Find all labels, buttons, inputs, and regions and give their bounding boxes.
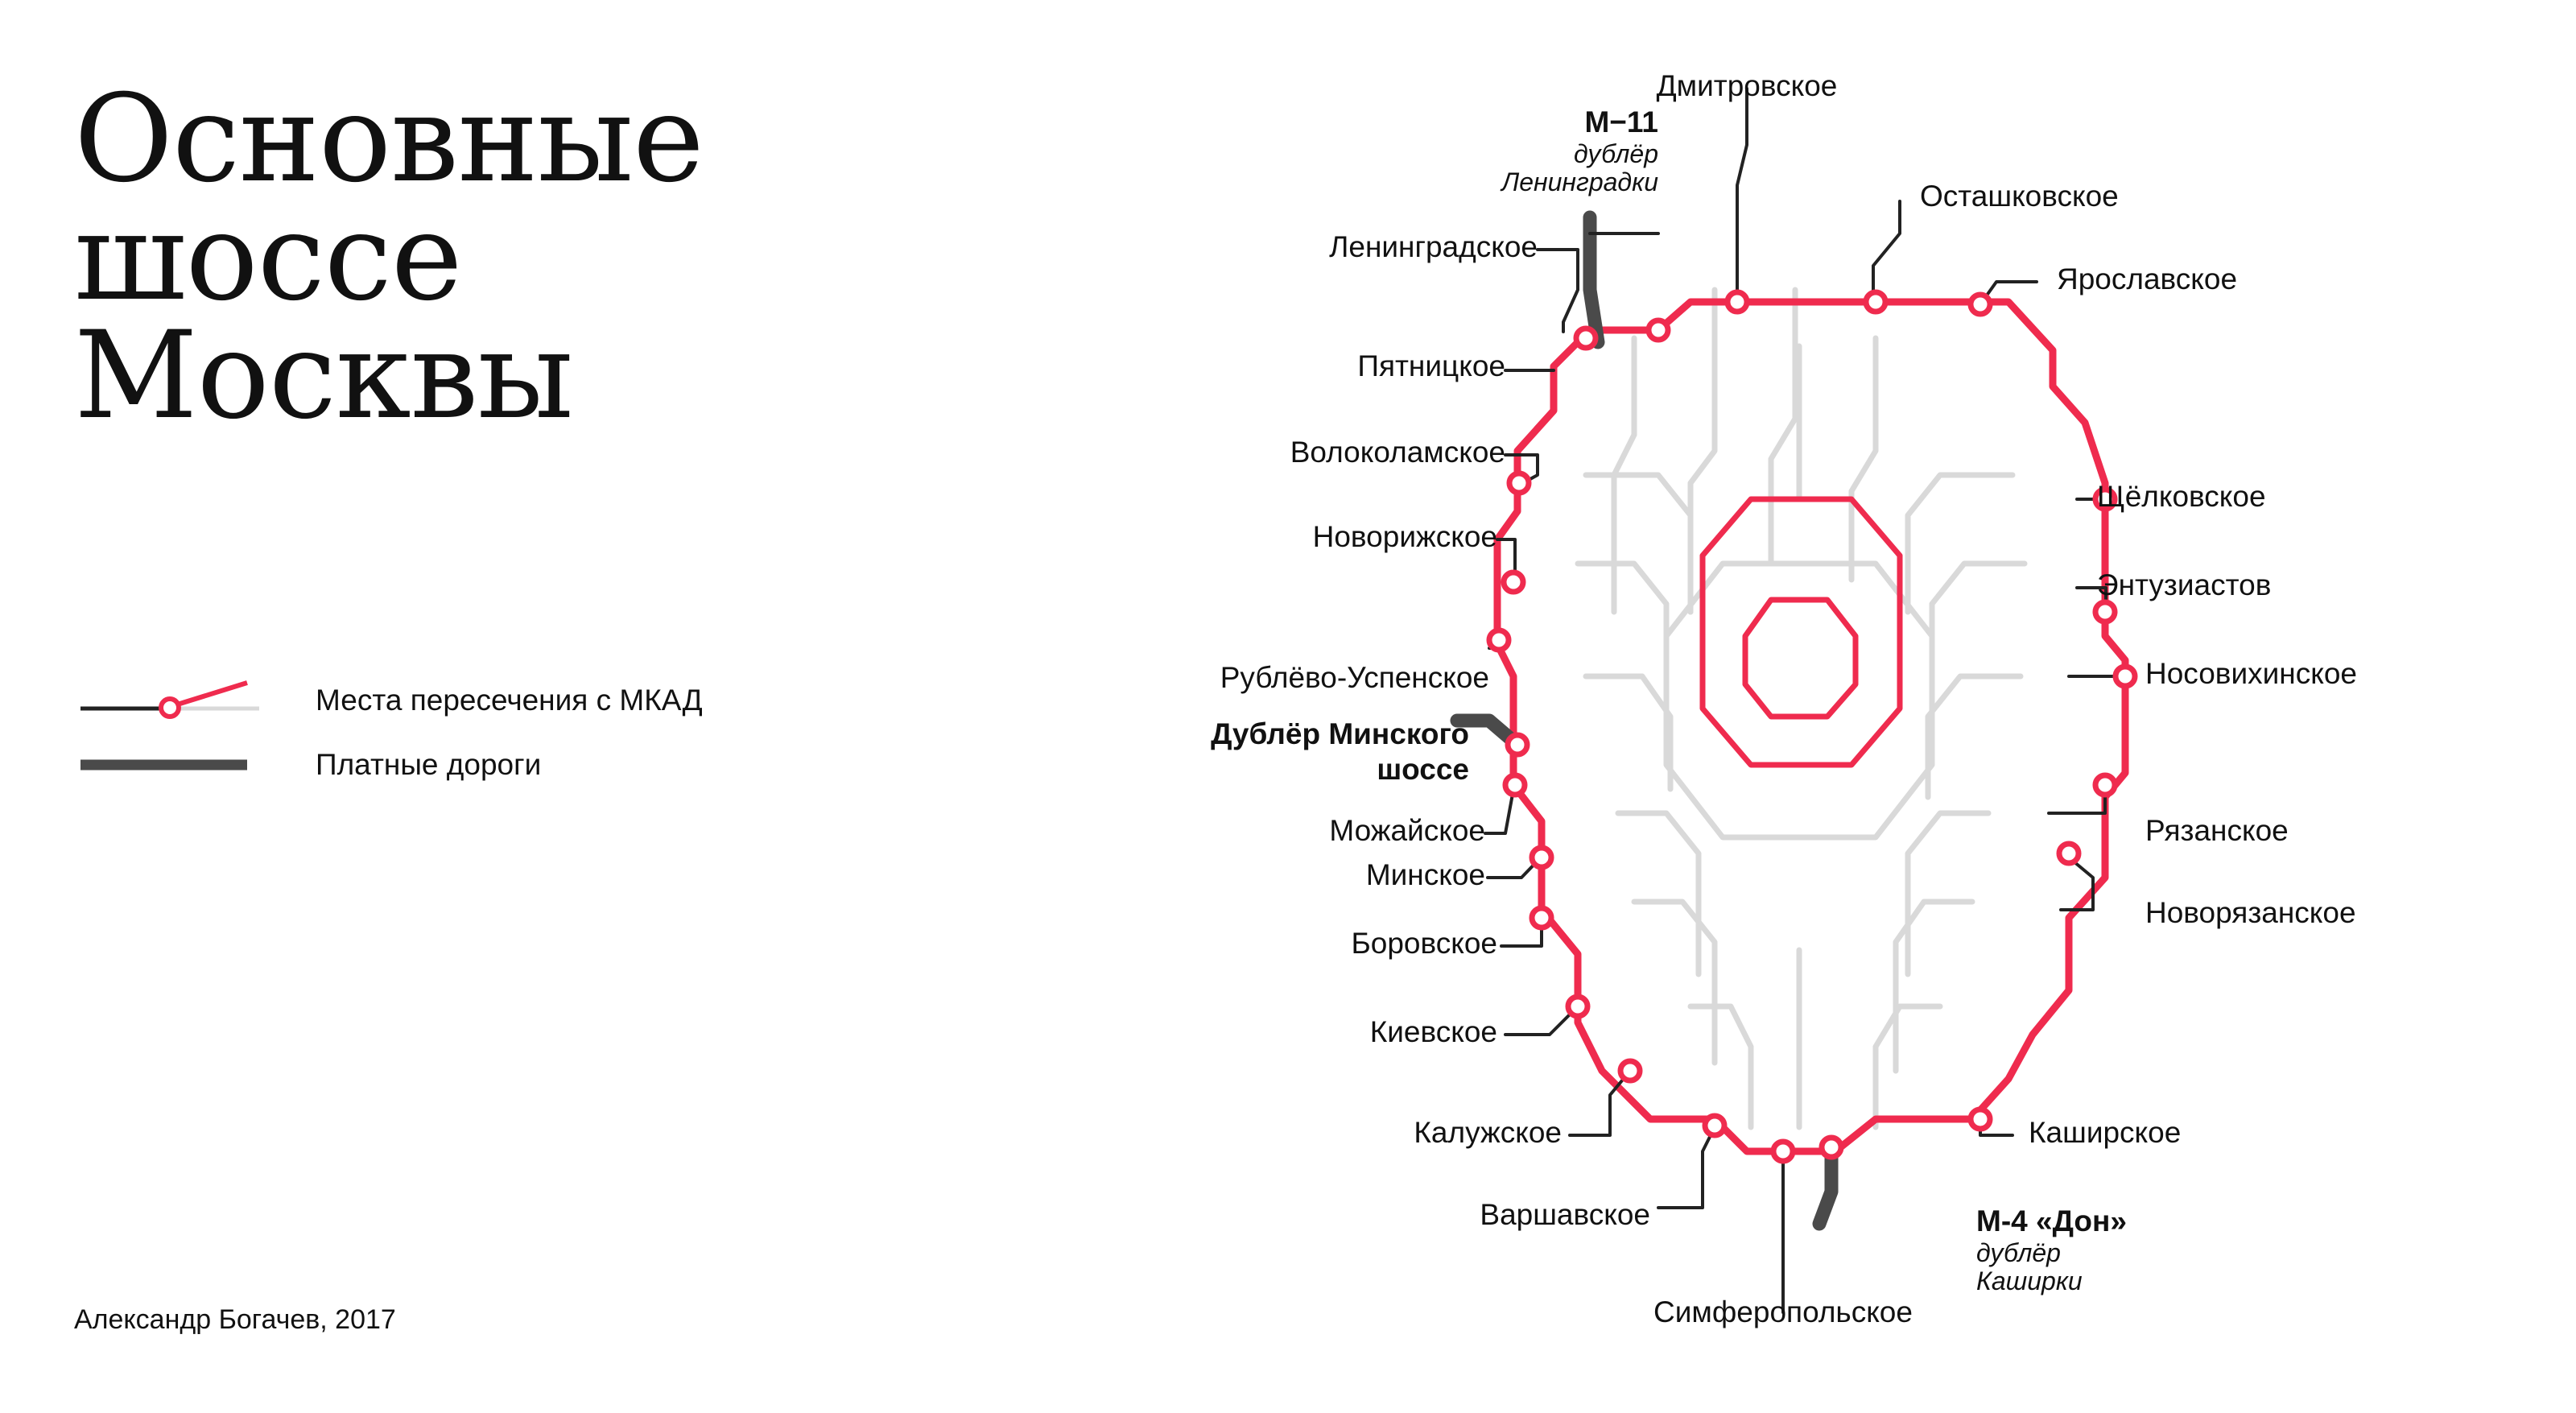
- label-m4-don: М-4 «Дон» дублёр Каширки: [1976, 1204, 2127, 1296]
- node-leningradskoe: [1576, 328, 1596, 348]
- legend-item-toll-roads: [74, 733, 960, 797]
- title-line-2: шоссе: [74, 188, 462, 328]
- node-ryazanskoe: [2095, 775, 2115, 795]
- crossing-node-icon: [74, 668, 283, 733]
- label-kaluzhskoe: Калужское: [1414, 1116, 1562, 1149]
- legend: [74, 668, 960, 797]
- label-ostashkovskoe: Осташковское: [1920, 180, 2119, 213]
- label-volokolamskoe: Волоколамское: [1290, 436, 1505, 469]
- node-volokolamskoe: [1509, 473, 1529, 493]
- label-minskoe: Минское: [1365, 858, 1485, 891]
- toll-road-line-icon: [74, 733, 283, 797]
- mkad-ring-road: [1497, 302, 2125, 1151]
- node-entuziastov: [2095, 602, 2115, 622]
- label-nosovikhinskoe: Носовихинское: [2145, 657, 2357, 690]
- label-leningradskoe: Ленинградское: [1329, 230, 1538, 263]
- label-m4-don-sub: дублёр Каширки: [1976, 1237, 2083, 1296]
- scheme-svg: [1022, 0, 2576, 1413]
- label-novoryazanskoe: Новорязанское: [2145, 896, 2356, 929]
- node-mozhayskoe: [1505, 775, 1525, 795]
- node-varshavskoe: [1705, 1116, 1724, 1135]
- toll-road-m11: [1590, 217, 1598, 342]
- label-mozhayskoe: Можайское: [1329, 814, 1485, 847]
- node-rublevo-uspenskoe: [1489, 630, 1509, 650]
- legend-label-mkad-crossings: Места пересечения с МКАД: [316, 684, 703, 717]
- node-novorizhskoe: [1504, 572, 1523, 592]
- node-simferopolskoe: [1773, 1142, 1793, 1161]
- label-pyatnitskoe: Пятницкое: [1357, 349, 1505, 382]
- label-dubler-minskogo: Дублёр Минского шоссе: [1211, 717, 1469, 786]
- third-ring-road: [1703, 499, 1900, 765]
- node-minskoe: [1532, 848, 1551, 867]
- legend-item-mkad-crossings: [74, 668, 960, 733]
- label-schelkovskoe: Щёлковское: [2097, 480, 2266, 513]
- garden-ring-road: [1745, 600, 1856, 717]
- title-line-1: Основные: [74, 69, 704, 209]
- node-yaroslavskoe: [1971, 295, 1990, 314]
- legend-label-toll-roads: Платные дороги: [316, 748, 542, 781]
- title-line-3: Москвы: [74, 306, 573, 446]
- node-novoryazanskoe: [2059, 844, 2079, 863]
- label-rublevo-uspenskoe: Рублёво-Успенское: [1220, 661, 1489, 694]
- node-dmitrovskoe: [1728, 292, 1747, 312]
- node-dubler-minskogo: [1508, 735, 1527, 754]
- label-m11: М−11 дублёр Ленинградки: [1473, 105, 1658, 197]
- label-novorizhskoe: Новорижское: [1312, 520, 1497, 553]
- node-kaluzhskoe: [1620, 1061, 1640, 1080]
- label-yaroslavskoe: Ярославское: [2057, 262, 2238, 295]
- label-borovskoe: Боровское: [1351, 927, 1497, 960]
- label-dmitrovskoe: Дмитровское: [1656, 69, 1838, 102]
- node-borovskoe: [1532, 908, 1551, 928]
- inner-grey-ring: [1666, 564, 1932, 837]
- node-nosovikhinskoe: [2116, 667, 2135, 686]
- node-kievskoe: [1568, 997, 1587, 1016]
- label-entuziastov: Энтузиастов: [2097, 568, 2272, 601]
- secondary-roads-group: [1578, 290, 2025, 1127]
- node-m4-don: [1822, 1138, 1841, 1157]
- label-simferopolskoe: Симферопольское: [1653, 1295, 1913, 1328]
- label-kievskoe: Киевское: [1369, 1015, 1497, 1048]
- label-m11-sub: дублёр Ленинградки: [1501, 138, 1658, 197]
- label-kashirskoe: Каширское: [2029, 1116, 2182, 1149]
- node-m11: [1649, 320, 1668, 340]
- moscow-highways-scheme: [1022, 0, 2576, 1413]
- author-signature: Александр Богачев, 2017: [74, 1304, 396, 1335]
- node-ostashkovskoe: [1866, 292, 1885, 312]
- page-title: [74, 69, 1040, 446]
- label-varshavskoe: Варшавское: [1480, 1198, 1650, 1231]
- label-ryazanskoe: Рязанское: [2145, 814, 2289, 847]
- node-kashirskoe: [1971, 1109, 1990, 1129]
